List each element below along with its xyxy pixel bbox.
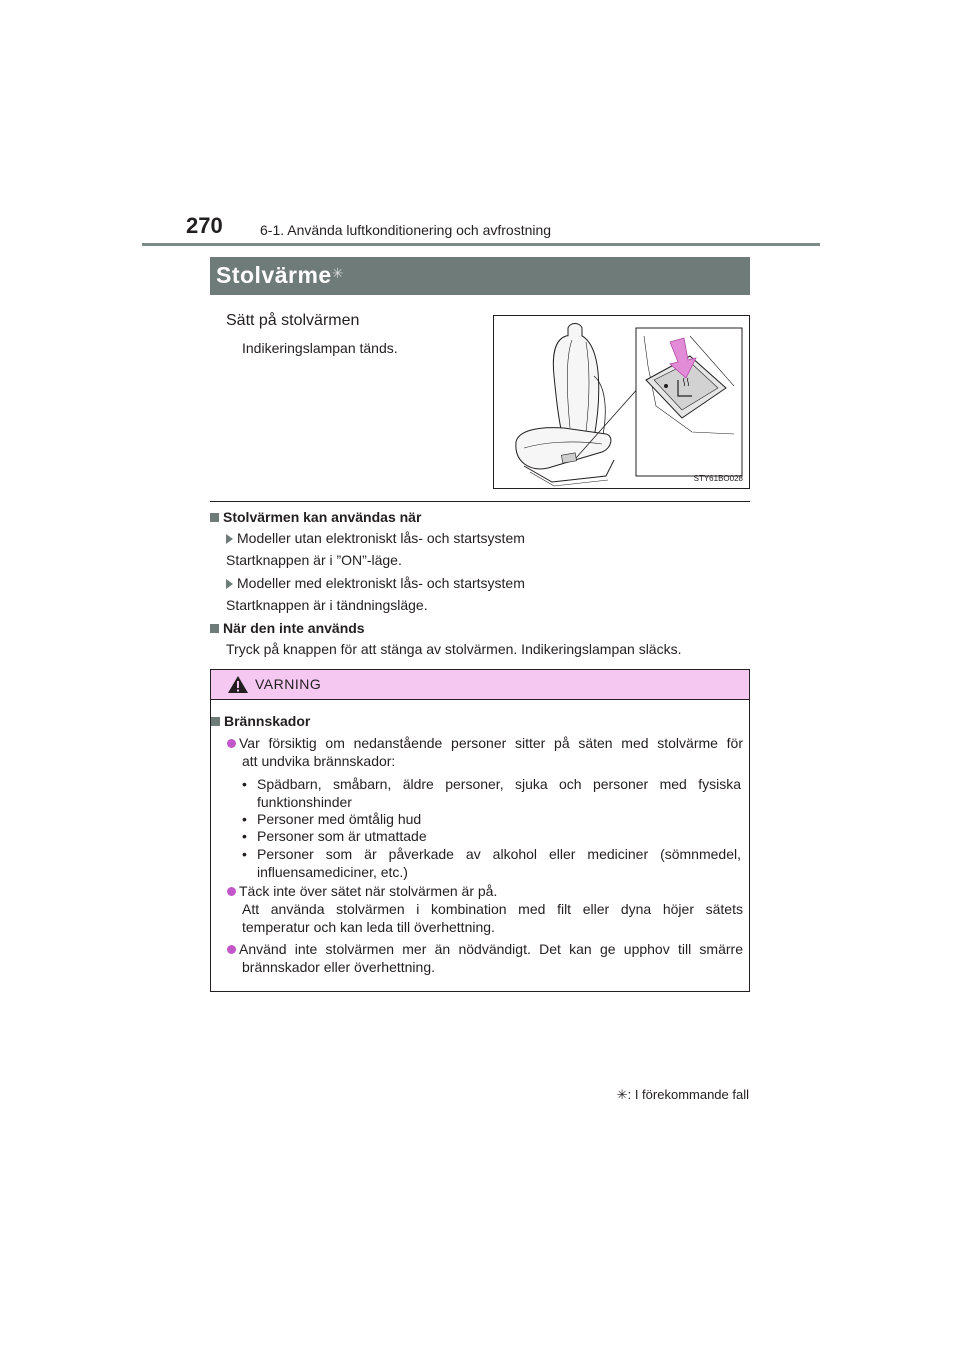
section-heading-not-used [210, 620, 365, 636]
square-bullet-icon [210, 513, 219, 522]
header-rule [142, 243, 820, 246]
square-bullet-icon [210, 624, 219, 633]
square-bullet-icon [211, 717, 220, 726]
section-heading-usage [210, 509, 421, 525]
circle-bullet-icon [227, 945, 236, 954]
section-heading-not-used-text: När den inte används [223, 620, 365, 636]
sub-bullet-marker: • [242, 828, 247, 844]
step-subtext: Indikeringslampan tänds. [242, 340, 398, 356]
footnote [617, 1087, 749, 1103]
sub-bullet-marker: • [242, 811, 247, 827]
sub-item-1-line2: funktionshinder [257, 794, 352, 810]
warning-heading [211, 712, 310, 730]
warning-bullet-3-line1 [227, 940, 743, 958]
warning-bullet-text: Täck inte över sätet när stolvärmen är på. [239, 883, 498, 899]
sub-item-4-line2: influensamediciner, etc.) [257, 864, 408, 880]
sub-bullet-marker: • [242, 776, 247, 792]
section-divider [210, 501, 750, 502]
section-heading-usage-text: Stolvärmen kan användas när [223, 509, 422, 525]
model-label: Modeller med elektroniskt lås- och startsystem [237, 575, 525, 591]
usage-condition-text: Startknappen är i tändningsläge. [226, 597, 428, 613]
not-used-text: Tryck på knappen för att stänga av stolvärmen. Indikeringslampan släcks. [226, 641, 682, 657]
warning-triangle-icon [227, 675, 249, 694]
triangle-bullet-icon [226, 534, 233, 544]
page-number: 270 [186, 213, 223, 238]
sub-item-2: Personer med ömtålig hud [257, 811, 422, 827]
sub-item-1-line1: Spädbarn, småbarn, äldre personer, sjuka och personer med fysiska [257, 776, 741, 792]
footnote-text: : I förekommande fall [627, 1087, 749, 1102]
usage-condition-text: Startknappen är i ”ON”-läge. [226, 552, 402, 568]
page-title-text: Stolvärme [216, 262, 332, 288]
figure-code: STY61BO028 [693, 474, 743, 483]
model-label: Modeller utan elektroniskt lås- och startsystem [237, 530, 525, 546]
circle-bullet-icon [227, 739, 236, 748]
warning-bullet-1-line2: att undvika brännskador: [242, 753, 396, 769]
page-title [216, 262, 344, 289]
model-line-without-smart-key [226, 530, 525, 546]
seat-illustration-svg [494, 316, 749, 488]
warning-bullet-text: Använd inte stolvärmen mer än nödvändigt. Det kan ge upphov till smärre [239, 941, 743, 957]
circle-bullet-icon [227, 887, 236, 896]
warning-header [211, 670, 749, 700]
warning-box [210, 669, 750, 992]
sub-bullet-marker: • [242, 846, 247, 862]
footnote-asterisk: ✳ [616, 1087, 628, 1102]
model-line-with-smart-key [226, 575, 525, 591]
warning-bullet-1-line1 [227, 734, 743, 752]
section-title: 6-1. Använda luftkonditionering och avfrostning [260, 222, 552, 238]
warning-bullet-text: Var försiktig om nedanstående personer sitter på säten med stolvärme för [239, 735, 743, 751]
seat-heater-illustration [493, 315, 750, 489]
warning-bullet-2-line3: temperatur och kan leda till överhettning. [242, 919, 495, 935]
title-asterisk: ✳ [331, 265, 344, 281]
sub-item-4-line1: Personer som är påverkade av alkohol eller mediciner (sömnmedel, [257, 846, 741, 862]
warning-bullet-3-line2: brännskador eller överhettning. [242, 959, 436, 975]
warning-heading-text: Brännskador [224, 713, 311, 729]
warning-bullet-2-line1 [227, 882, 497, 900]
step-text: Sätt på stolvärmen [226, 312, 360, 329]
warning-label: VARNING [255, 676, 322, 692]
triangle-bullet-icon [226, 579, 233, 589]
warning-bullet-2-line2: Att använda stolvärmen i kombination med filt eller dyna höjer sätets [242, 901, 743, 917]
sub-item-3: Personer som är utmattade [257, 828, 427, 844]
title-bar [210, 257, 750, 295]
